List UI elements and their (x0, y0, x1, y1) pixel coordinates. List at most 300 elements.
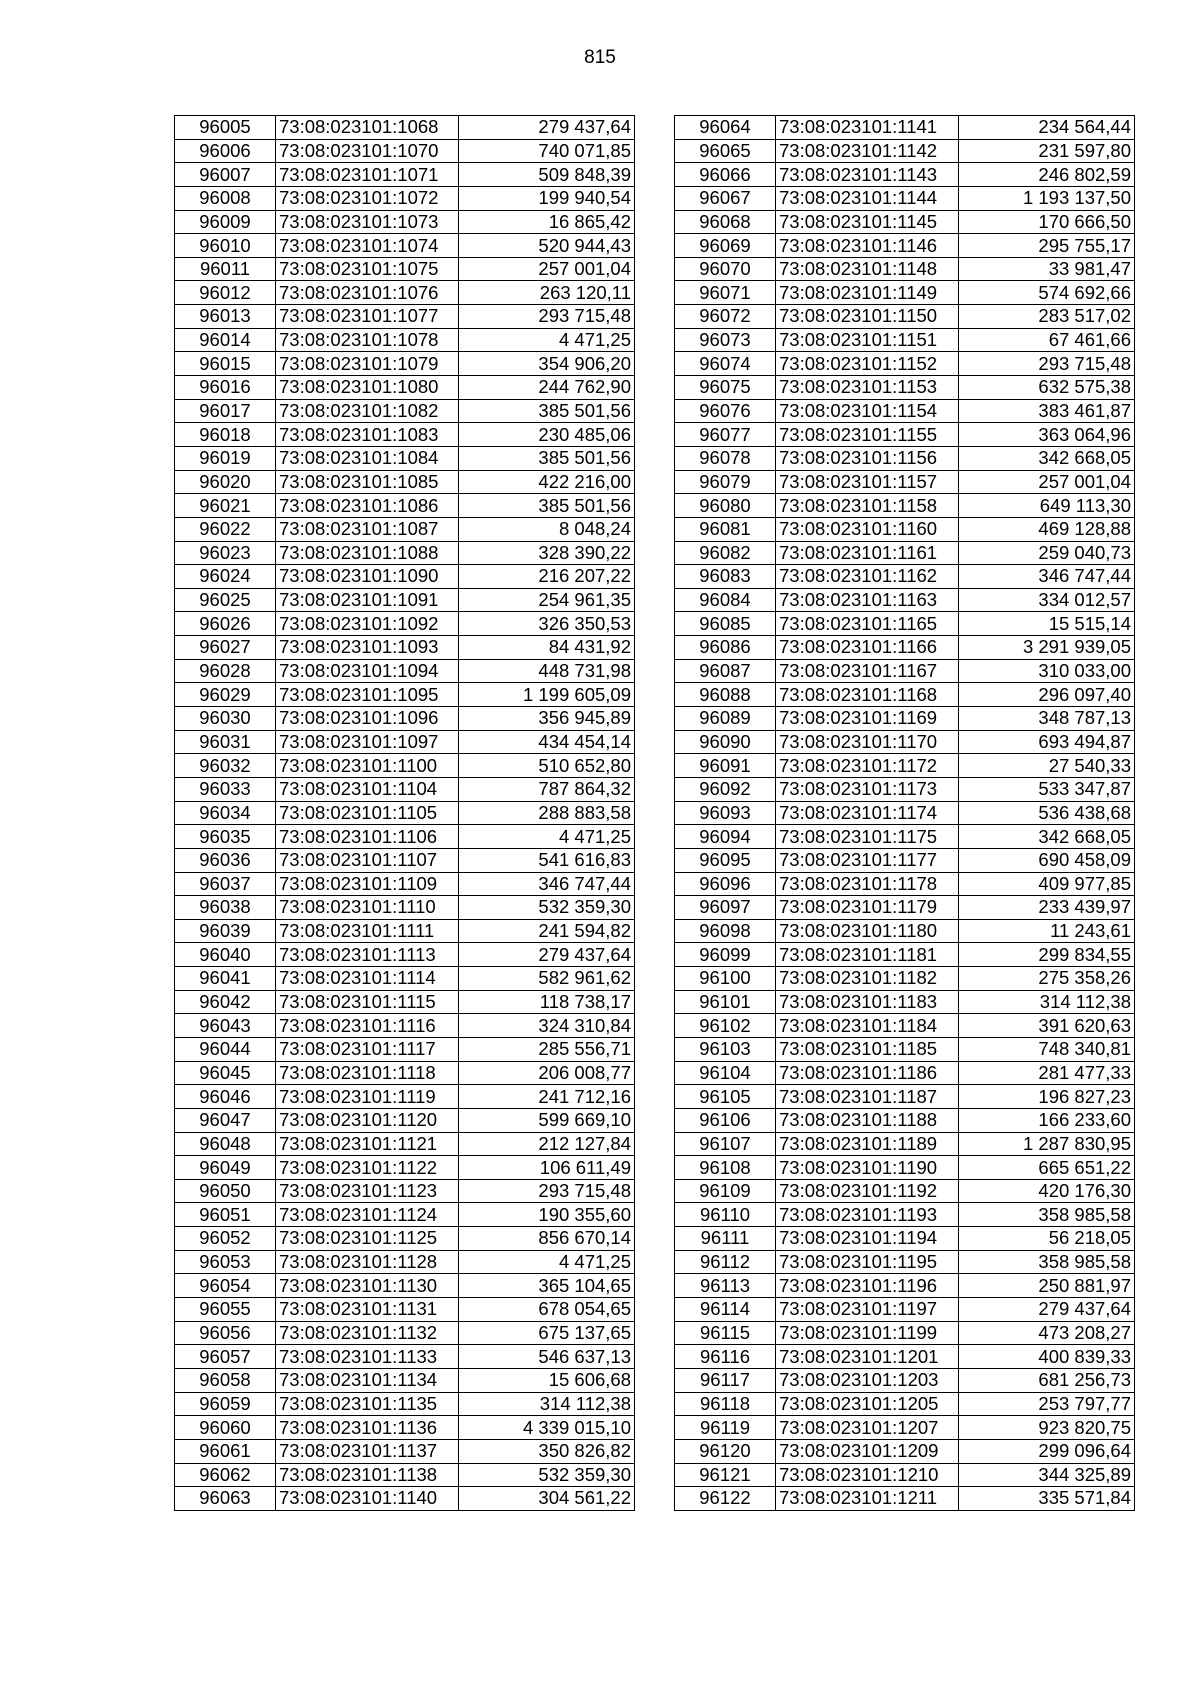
record-number-cell: 96105 (675, 1085, 776, 1109)
record-number-cell: 96055 (175, 1298, 276, 1322)
record-number-cell: 96108 (675, 1156, 776, 1180)
cadastral-number-cell: 73:08:023101:1135 (276, 1392, 459, 1416)
cadastral-value-cell: 665 651,22 (959, 1156, 1135, 1180)
cadastral-value-cell: 230 485,06 (459, 423, 635, 447)
cadastral-value-cell: 257 001,04 (959, 470, 1135, 494)
table-row (675, 1014, 1135, 1038)
record-number-cell: 96085 (675, 612, 776, 636)
record-number-cell: 96060 (175, 1416, 276, 1440)
record-number-cell: 96047 (175, 1108, 276, 1132)
cadastral-value-cell: 344 325,89 (959, 1463, 1135, 1487)
table-row (175, 990, 635, 1014)
cadastral-number-cell: 73:08:023101:1072 (276, 186, 459, 210)
record-number-cell: 96087 (675, 659, 776, 683)
table-row (675, 1345, 1135, 1369)
record-number-cell: 96079 (675, 470, 776, 494)
cadastral-value-cell: 84 431,92 (459, 636, 635, 660)
table-row (675, 1368, 1135, 1392)
table-row (175, 281, 635, 305)
cadastral-number-cell: 73:08:023101:1207 (776, 1416, 959, 1440)
table-row (675, 896, 1135, 920)
table-row (175, 328, 635, 352)
record-number-cell: 96099 (675, 943, 776, 967)
cadastral-value-cell: 241 594,82 (459, 919, 635, 943)
cadastral-value-cell: 335 571,84 (959, 1487, 1135, 1511)
record-number-cell: 96014 (175, 328, 276, 352)
cadastral-value-cell: 279 437,64 (959, 1298, 1135, 1322)
record-number-cell: 96070 (675, 257, 776, 281)
cadastral-value-cell: 409 977,85 (959, 872, 1135, 896)
record-number-cell: 96044 (175, 1037, 276, 1061)
record-number-cell: 96101 (675, 990, 776, 1014)
cadastral-number-cell: 73:08:023101:1087 (276, 517, 459, 541)
cadastral-value-cell: 56 218,05 (959, 1227, 1135, 1251)
record-number-cell: 96098 (675, 919, 776, 943)
record-number-cell: 96092 (675, 777, 776, 801)
cadastral-number-cell: 73:08:023101:1173 (776, 777, 959, 801)
table-row (175, 1108, 635, 1132)
record-number-cell: 96008 (175, 186, 276, 210)
cadastral-number-cell: 73:08:023101:1116 (276, 1014, 459, 1038)
cadastral-number-cell: 73:08:023101:1141 (776, 116, 959, 140)
cadastral-number-cell: 73:08:023101:1130 (276, 1274, 459, 1298)
cadastral-number-cell: 73:08:023101:1124 (276, 1203, 459, 1227)
cadastral-value-cell: 342 668,05 (959, 446, 1135, 470)
cadastral-value-cell: 310 033,00 (959, 659, 1135, 683)
cadastral-value-cell: 350 826,82 (459, 1439, 635, 1463)
record-number-cell: 96081 (675, 517, 776, 541)
cadastral-number-cell: 73:08:023101:1091 (276, 588, 459, 612)
table-row (675, 659, 1135, 683)
cadastral-value-cell: 234 564,44 (959, 116, 1135, 140)
cadastral-value-cell: 283 517,02 (959, 305, 1135, 329)
cadastral-value-cell: 4 471,25 (459, 1250, 635, 1274)
register-table-left (174, 115, 635, 1511)
cadastral-value-cell: 33 981,47 (959, 257, 1135, 281)
record-number-cell: 96023 (175, 541, 276, 565)
table-row (175, 352, 635, 376)
record-number-cell: 96061 (175, 1439, 276, 1463)
table-row (175, 163, 635, 187)
cadastral-number-cell: 73:08:023101:1195 (776, 1250, 959, 1274)
table-row (175, 1416, 635, 1440)
record-number-cell: 96046 (175, 1085, 276, 1109)
cadastral-number-cell: 73:08:023101:1078 (276, 328, 459, 352)
cadastral-value-cell: 473 208,27 (959, 1321, 1135, 1345)
record-number-cell: 96038 (175, 896, 276, 920)
record-number-cell: 96058 (175, 1368, 276, 1392)
record-number-cell: 96107 (675, 1132, 776, 1156)
cadastral-number-cell: 73:08:023101:1179 (776, 896, 959, 920)
table-row (175, 1298, 635, 1322)
table-row (675, 446, 1135, 470)
table-row (675, 234, 1135, 258)
record-number-cell: 96037 (175, 872, 276, 896)
record-number-cell: 96083 (675, 565, 776, 589)
cadastral-number-cell: 73:08:023101:1092 (276, 612, 459, 636)
table-row (175, 234, 635, 258)
record-number-cell: 96068 (675, 210, 776, 234)
record-number-cell: 96025 (175, 588, 276, 612)
table-row (675, 352, 1135, 376)
cadastral-value-cell: 257 001,04 (459, 257, 635, 281)
cadastral-value-cell: 281 477,33 (959, 1061, 1135, 1085)
record-number-cell: 96121 (675, 1463, 776, 1487)
cadastral-value-cell: 649 113,30 (959, 494, 1135, 518)
table-row (175, 305, 635, 329)
table-row (675, 683, 1135, 707)
table-row (175, 777, 635, 801)
cadastral-value-cell: 263 120,11 (459, 281, 635, 305)
table-row (675, 967, 1135, 991)
record-number-cell: 96028 (175, 659, 276, 683)
record-number-cell: 96049 (175, 1156, 276, 1180)
record-number-cell: 96040 (175, 943, 276, 967)
cadastral-number-cell: 73:08:023101:1128 (276, 1250, 459, 1274)
cadastral-number-cell: 73:08:023101:1093 (276, 636, 459, 660)
cadastral-value-cell: 1 199 605,09 (459, 683, 635, 707)
cadastral-number-cell: 73:08:023101:1178 (776, 872, 959, 896)
table-row (175, 967, 635, 991)
cadastral-number-cell: 73:08:023101:1073 (276, 210, 459, 234)
cadastral-number-cell: 73:08:023101:1187 (776, 1085, 959, 1109)
record-number-cell: 96090 (675, 730, 776, 754)
cadastral-number-cell: 73:08:023101:1104 (276, 777, 459, 801)
record-number-cell: 96027 (175, 636, 276, 660)
table-row (675, 636, 1135, 660)
record-number-cell: 96052 (175, 1227, 276, 1251)
table-row (175, 1463, 635, 1487)
cadastral-value-cell: 4 471,25 (459, 328, 635, 352)
table-row (175, 659, 635, 683)
cadastral-value-cell: 334 012,57 (959, 588, 1135, 612)
record-number-cell: 96062 (175, 1463, 276, 1487)
record-number-cell: 96012 (175, 281, 276, 305)
cadastral-value-cell: 216 207,22 (459, 565, 635, 589)
table-row (675, 470, 1135, 494)
cadastral-value-cell: 358 985,58 (959, 1203, 1135, 1227)
cadastral-number-cell: 73:08:023101:1077 (276, 305, 459, 329)
cadastral-number-cell: 73:08:023101:1083 (276, 423, 459, 447)
cadastral-number-cell: 73:08:023101:1162 (776, 565, 959, 589)
cadastral-number-cell: 73:08:023101:1197 (776, 1298, 959, 1322)
cadastral-number-cell: 73:08:023101:1170 (776, 730, 959, 754)
cadastral-value-cell: 212 127,84 (459, 1132, 635, 1156)
record-number-cell: 96106 (675, 1108, 776, 1132)
cadastral-value-cell: 296 097,40 (959, 683, 1135, 707)
cadastral-number-cell: 73:08:023101:1149 (776, 281, 959, 305)
table-row (675, 707, 1135, 731)
cadastral-value-cell: 170 666,50 (959, 210, 1135, 234)
cadastral-value-cell: 358 985,58 (959, 1250, 1135, 1274)
cadastral-value-cell: 541 616,83 (459, 848, 635, 872)
table-row (175, 872, 635, 896)
cadastral-number-cell: 73:08:023101:1119 (276, 1085, 459, 1109)
cadastral-number-cell: 73:08:023101:1210 (776, 1463, 959, 1487)
record-number-cell: 96093 (675, 801, 776, 825)
table-row (675, 1085, 1135, 1109)
cadastral-value-cell: 509 848,39 (459, 163, 635, 187)
record-number-cell: 96088 (675, 683, 776, 707)
record-number-cell: 96020 (175, 470, 276, 494)
table-row (675, 186, 1135, 210)
cadastral-number-cell: 73:08:023101:1075 (276, 257, 459, 281)
record-number-cell: 96065 (675, 139, 776, 163)
table-row (675, 163, 1135, 187)
table-row (675, 1487, 1135, 1511)
table-row (675, 919, 1135, 943)
table-row (175, 683, 635, 707)
table-row (175, 636, 635, 660)
table-row (175, 896, 635, 920)
cadastral-number-cell: 73:08:023101:1193 (776, 1203, 959, 1227)
record-number-cell: 96115 (675, 1321, 776, 1345)
cadastral-value-cell: 11 243,61 (959, 919, 1135, 943)
cadastral-value-cell: 434 454,14 (459, 730, 635, 754)
table-row (175, 1227, 635, 1251)
cadastral-value-cell: 365 104,65 (459, 1274, 635, 1298)
cadastral-value-cell: 510 652,80 (459, 754, 635, 778)
record-number-cell: 96104 (675, 1061, 776, 1085)
record-number-cell: 96050 (175, 1179, 276, 1203)
table-row (175, 470, 635, 494)
table-row (175, 825, 635, 849)
cadastral-value-cell: 533 347,87 (959, 777, 1135, 801)
record-number-cell: 96013 (175, 305, 276, 329)
record-number-cell: 96024 (175, 565, 276, 589)
table-row (675, 1274, 1135, 1298)
cadastral-value-cell: 328 390,22 (459, 541, 635, 565)
cadastral-number-cell: 73:08:023101:1199 (776, 1321, 959, 1345)
record-number-cell: 96045 (175, 1061, 276, 1085)
table-row (675, 328, 1135, 352)
cadastral-value-cell: 279 437,64 (459, 116, 635, 140)
cadastral-number-cell: 73:08:023101:1188 (776, 1108, 959, 1132)
table-row (675, 754, 1135, 778)
cadastral-value-cell: 1 287 830,95 (959, 1132, 1135, 1156)
record-number-cell: 96120 (675, 1439, 776, 1463)
record-number-cell: 96056 (175, 1321, 276, 1345)
cadastral-value-cell: 574 692,66 (959, 281, 1135, 305)
cadastral-number-cell: 73:08:023101:1080 (276, 376, 459, 400)
cadastral-value-cell: 233 439,97 (959, 896, 1135, 920)
cadastral-number-cell: 73:08:023101:1122 (276, 1156, 459, 1180)
table-row (175, 1179, 635, 1203)
record-number-cell: 96054 (175, 1274, 276, 1298)
cadastral-number-cell: 73:08:023101:1182 (776, 967, 959, 991)
cadastral-value-cell: 420 176,30 (959, 1179, 1135, 1203)
cadastral-number-cell: 73:08:023101:1150 (776, 305, 959, 329)
record-number-cell: 96019 (175, 446, 276, 470)
table-row (175, 707, 635, 731)
cadastral-number-cell: 73:08:023101:1146 (776, 234, 959, 258)
record-number-cell: 96111 (675, 1227, 776, 1251)
cadastral-number-cell: 73:08:023101:1160 (776, 517, 959, 541)
record-number-cell: 96077 (675, 423, 776, 447)
record-number-cell: 96063 (175, 1487, 276, 1511)
cadastral-value-cell: 681 256,73 (959, 1368, 1135, 1392)
table-row (675, 565, 1135, 589)
cadastral-number-cell: 73:08:023101:1085 (276, 470, 459, 494)
table-row (675, 1250, 1135, 1274)
cadastral-value-cell: 536 438,68 (959, 801, 1135, 825)
table-row (675, 210, 1135, 234)
cadastral-number-cell: 73:08:023101:1118 (276, 1061, 459, 1085)
cadastral-value-cell: 385 501,56 (459, 446, 635, 470)
cadastral-number-cell: 73:08:023101:1120 (276, 1108, 459, 1132)
cadastral-value-cell: 253 797,77 (959, 1392, 1135, 1416)
record-number-cell: 96043 (175, 1014, 276, 1038)
record-number-cell: 96042 (175, 990, 276, 1014)
cadastral-value-cell: 675 137,65 (459, 1321, 635, 1345)
cadastral-number-cell: 73:08:023101:1068 (276, 116, 459, 140)
table-row (675, 1392, 1135, 1416)
table-row (175, 423, 635, 447)
table-row (675, 1061, 1135, 1085)
table-row (675, 848, 1135, 872)
record-number-cell: 96066 (675, 163, 776, 187)
record-number-cell: 96072 (675, 305, 776, 329)
table-row (675, 1439, 1135, 1463)
table-row (675, 801, 1135, 825)
cadastral-number-cell: 73:08:023101:1110 (276, 896, 459, 920)
cadastral-number-cell: 73:08:023101:1153 (776, 376, 959, 400)
record-number-cell: 96116 (675, 1345, 776, 1369)
table-row (175, 943, 635, 967)
table-row (675, 116, 1135, 140)
cadastral-value-cell: 546 637,13 (459, 1345, 635, 1369)
table-row (675, 777, 1135, 801)
cadastral-value-cell: 15 515,14 (959, 612, 1135, 636)
cadastral-value-cell: 254 961,35 (459, 588, 635, 612)
cadastral-number-cell: 73:08:023101:1203 (776, 1368, 959, 1392)
record-number-cell: 96031 (175, 730, 276, 754)
record-number-cell: 96039 (175, 919, 276, 943)
cadastral-value-cell: 275 358,26 (959, 967, 1135, 991)
table-row (675, 376, 1135, 400)
cadastral-number-cell: 73:08:023101:1152 (776, 352, 959, 376)
cadastral-number-cell: 73:08:023101:1177 (776, 848, 959, 872)
table-row (175, 1085, 635, 1109)
record-number-cell: 96095 (675, 848, 776, 872)
cadastral-number-cell: 73:08:023101:1097 (276, 730, 459, 754)
cadastral-value-cell: 582 961,62 (459, 967, 635, 991)
cadastral-number-cell: 73:08:023101:1123 (276, 1179, 459, 1203)
cadastral-number-cell: 73:08:023101:1155 (776, 423, 959, 447)
cadastral-value-cell: 740 071,85 (459, 139, 635, 163)
cadastral-value-cell: 856 670,14 (459, 1227, 635, 1251)
table-row (675, 517, 1135, 541)
cadastral-value-cell: 532 359,30 (459, 1463, 635, 1487)
cadastral-value-cell: 206 008,77 (459, 1061, 635, 1085)
cadastral-number-cell: 73:08:023101:1189 (776, 1132, 959, 1156)
table-row (175, 210, 635, 234)
cadastral-value-cell: 288 883,58 (459, 801, 635, 825)
table-row (175, 565, 635, 589)
record-number-cell: 96018 (175, 423, 276, 447)
cadastral-number-cell: 73:08:023101:1175 (776, 825, 959, 849)
table-row (175, 1132, 635, 1156)
record-number-cell: 96006 (175, 139, 276, 163)
table-row (675, 825, 1135, 849)
cadastral-value-cell: 246 802,59 (959, 163, 1135, 187)
cadastral-value-cell: 693 494,87 (959, 730, 1135, 754)
record-number-cell: 96067 (675, 186, 776, 210)
cadastral-value-cell: 190 355,60 (459, 1203, 635, 1227)
table-row (175, 848, 635, 872)
table-row (175, 1203, 635, 1227)
record-number-cell: 96034 (175, 801, 276, 825)
record-number-cell: 96041 (175, 967, 276, 991)
cadastral-value-cell: 166 233,60 (959, 1108, 1135, 1132)
record-number-cell: 96051 (175, 1203, 276, 1227)
table-row (675, 1227, 1135, 1251)
cadastral-value-cell: 391 620,63 (959, 1014, 1135, 1038)
cadastral-number-cell: 73:08:023101:1125 (276, 1227, 459, 1251)
cadastral-number-cell: 73:08:023101:1109 (276, 872, 459, 896)
cadastral-value-cell: 632 575,38 (959, 376, 1135, 400)
cadastral-number-cell: 73:08:023101:1105 (276, 801, 459, 825)
table-row (175, 257, 635, 281)
cadastral-value-cell: 748 340,81 (959, 1037, 1135, 1061)
record-number-cell: 96036 (175, 848, 276, 872)
record-number-cell: 96075 (675, 376, 776, 400)
cadastral-number-cell: 73:08:023101:1157 (776, 470, 959, 494)
record-number-cell: 96109 (675, 1179, 776, 1203)
table-row (175, 139, 635, 163)
table-row (175, 1487, 635, 1511)
table-row (675, 423, 1135, 447)
cadastral-number-cell: 73:08:023101:1106 (276, 825, 459, 849)
table-row (675, 1416, 1135, 1440)
record-number-cell: 96033 (175, 777, 276, 801)
record-number-cell: 96022 (175, 517, 276, 541)
cadastral-value-cell: 342 668,05 (959, 825, 1135, 849)
table-row (675, 1179, 1135, 1203)
cadastral-value-cell: 448 731,98 (459, 659, 635, 683)
record-number-cell: 96118 (675, 1392, 776, 1416)
record-number-cell: 96029 (175, 683, 276, 707)
cadastral-number-cell: 73:08:023101:1172 (776, 754, 959, 778)
cadastral-number-cell: 73:08:023101:1088 (276, 541, 459, 565)
cadastral-value-cell: 279 437,64 (459, 943, 635, 967)
cadastral-number-cell: 73:08:023101:1158 (776, 494, 959, 518)
cadastral-value-cell: 385 501,56 (459, 399, 635, 423)
cadastral-number-cell: 73:08:023101:1096 (276, 707, 459, 731)
record-number-cell: 96017 (175, 399, 276, 423)
table-row (175, 919, 635, 943)
record-number-cell: 96080 (675, 494, 776, 518)
cadastral-value-cell: 469 128,88 (959, 517, 1135, 541)
cadastral-number-cell: 73:08:023101:1196 (776, 1274, 959, 1298)
cadastral-number-cell: 73:08:023101:1134 (276, 1368, 459, 1392)
table-row (175, 1061, 635, 1085)
cadastral-number-cell: 73:08:023101:1094 (276, 659, 459, 683)
cadastral-value-cell: 354 906,20 (459, 352, 635, 376)
table-row (175, 1392, 635, 1416)
record-number-cell: 96005 (175, 116, 276, 140)
cadastral-number-cell: 73:08:023101:1154 (776, 399, 959, 423)
cadastral-number-cell: 73:08:023101:1082 (276, 399, 459, 423)
cadastral-number-cell: 73:08:023101:1070 (276, 139, 459, 163)
cadastral-value-cell: 923 820,75 (959, 1416, 1135, 1440)
record-number-cell: 96082 (675, 541, 776, 565)
cadastral-value-cell: 285 556,71 (459, 1037, 635, 1061)
cadastral-value-cell: 244 762,90 (459, 376, 635, 400)
cadastral-number-cell: 73:08:023101:1138 (276, 1463, 459, 1487)
cadastral-number-cell: 73:08:023101:1185 (776, 1037, 959, 1061)
cadastral-value-cell: 27 540,33 (959, 754, 1135, 778)
